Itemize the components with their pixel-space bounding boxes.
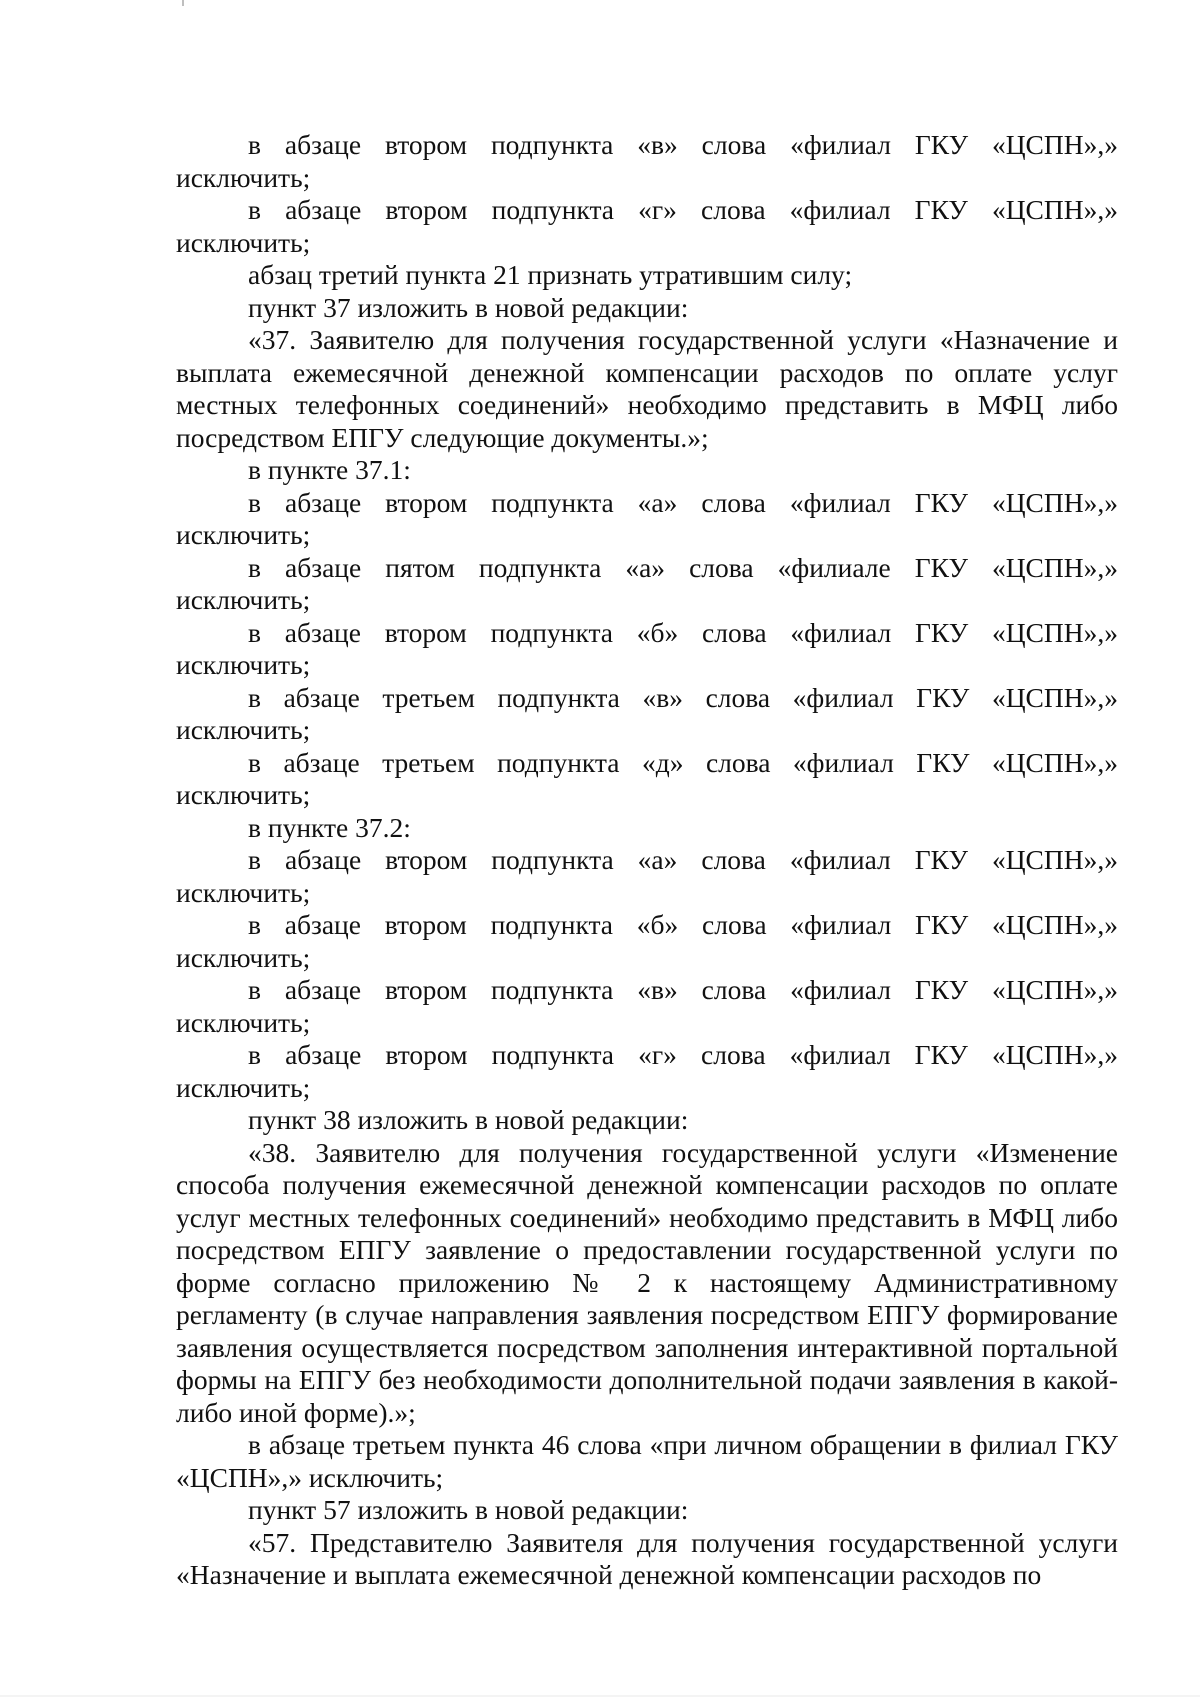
paragraph: в абзаце третьем пункта 46 слова «при личном обращении в филиал ГКУ «ЦСПН»,» исключить; xyxy=(176,1429,1118,1493)
paragraph: «38. Заявителю для получения государственной услуги «Изменение способа получения ежемесячной денежной компенсации расходов по оплате услуг местных телефонных соединений» необходимо представить в МФЦ либо посредством ЕПГУ заявление о предоставлении государственной услуги по форме согласно приложению № 2 к настоящему Административному регламенту (в случае направления заявления посредством ЕПГУ формирование заявления осуществляется посредством заполнения интерактивной портальной формы на ЕПГУ без необходимости дополнительной подачи заявления в какой-либо иной форме).»; xyxy=(176,1136,1118,1428)
paragraph: в абзаце втором подпункта «а» слова «филиал ГКУ «ЦСПН»,» исключить; xyxy=(176,844,1118,908)
paragraph: в абзаце втором подпункта «г» слова «филиал ГКУ «ЦСПН»,» исключить; xyxy=(176,194,1118,258)
paragraph: «57. Представителю Заявителя для получения государственной услуги «Назначение и выплата ежемесячной денежной компенсации расходов по xyxy=(176,1526,1118,1590)
paragraph: в абзаце втором подпункта «б» слова «филиал ГКУ «ЦСПН»,» исключить; xyxy=(176,616,1118,680)
paragraph: в абзаце втором подпункта «г» слова «филиал ГКУ «ЦСПН»,» исключить; xyxy=(176,1039,1118,1103)
paragraph: в абзаце втором подпункта «в» слова «филиал ГКУ «ЦСПН»,» исключить; xyxy=(176,129,1118,193)
paragraph: в абзаце пятом подпункта «а» слова «филиале ГКУ «ЦСПН»,» исключить; xyxy=(176,551,1118,615)
paragraph: «37. Заявителю для получения государственной услуги «Назначение и выплата ежемесячной денежной компенсации расходов по оплате услуг местных телефонных соединений» необходимо представить в МФЦ либо посредством ЕПГУ следующие документы.»; xyxy=(176,324,1118,453)
paragraph: в пункте 37.2: xyxy=(248,811,411,843)
paragraph: в абзаце третьем подпункта «д» слова «филиал ГКУ «ЦСПН»,» исключить; xyxy=(176,746,1118,810)
paragraph: в абзаце втором подпункта «в» слова «филиал ГКУ «ЦСПН»,» исключить; xyxy=(176,974,1118,1038)
paragraph: в пункте 37.1: xyxy=(248,454,411,485)
paragraph: в абзаце втором подпункта «б» слова «филиал ГКУ «ЦСПН»,» исключить; xyxy=(176,909,1118,973)
paragraph: пункт 57 изложить в новой редакции: xyxy=(248,1494,689,1525)
paragraph: абзац третий пункта 21 признать утратившим силу; xyxy=(248,259,853,290)
paragraph: пункт 37 изложить в новой редакции: xyxy=(248,291,689,323)
paragraph: в абзаце третьем подпункта «в» слова «филиал ГКУ «ЦСПН»,» исключить; xyxy=(176,681,1118,745)
paragraph: пункт 38 изложить в новой редакции: xyxy=(248,1104,689,1135)
scan-artifact xyxy=(182,0,184,6)
paragraph: в абзаце втором подпункта «а» слова «филиал ГКУ «ЦСПН»,» исключить; xyxy=(176,486,1118,550)
document-body xyxy=(176,129,1118,1592)
